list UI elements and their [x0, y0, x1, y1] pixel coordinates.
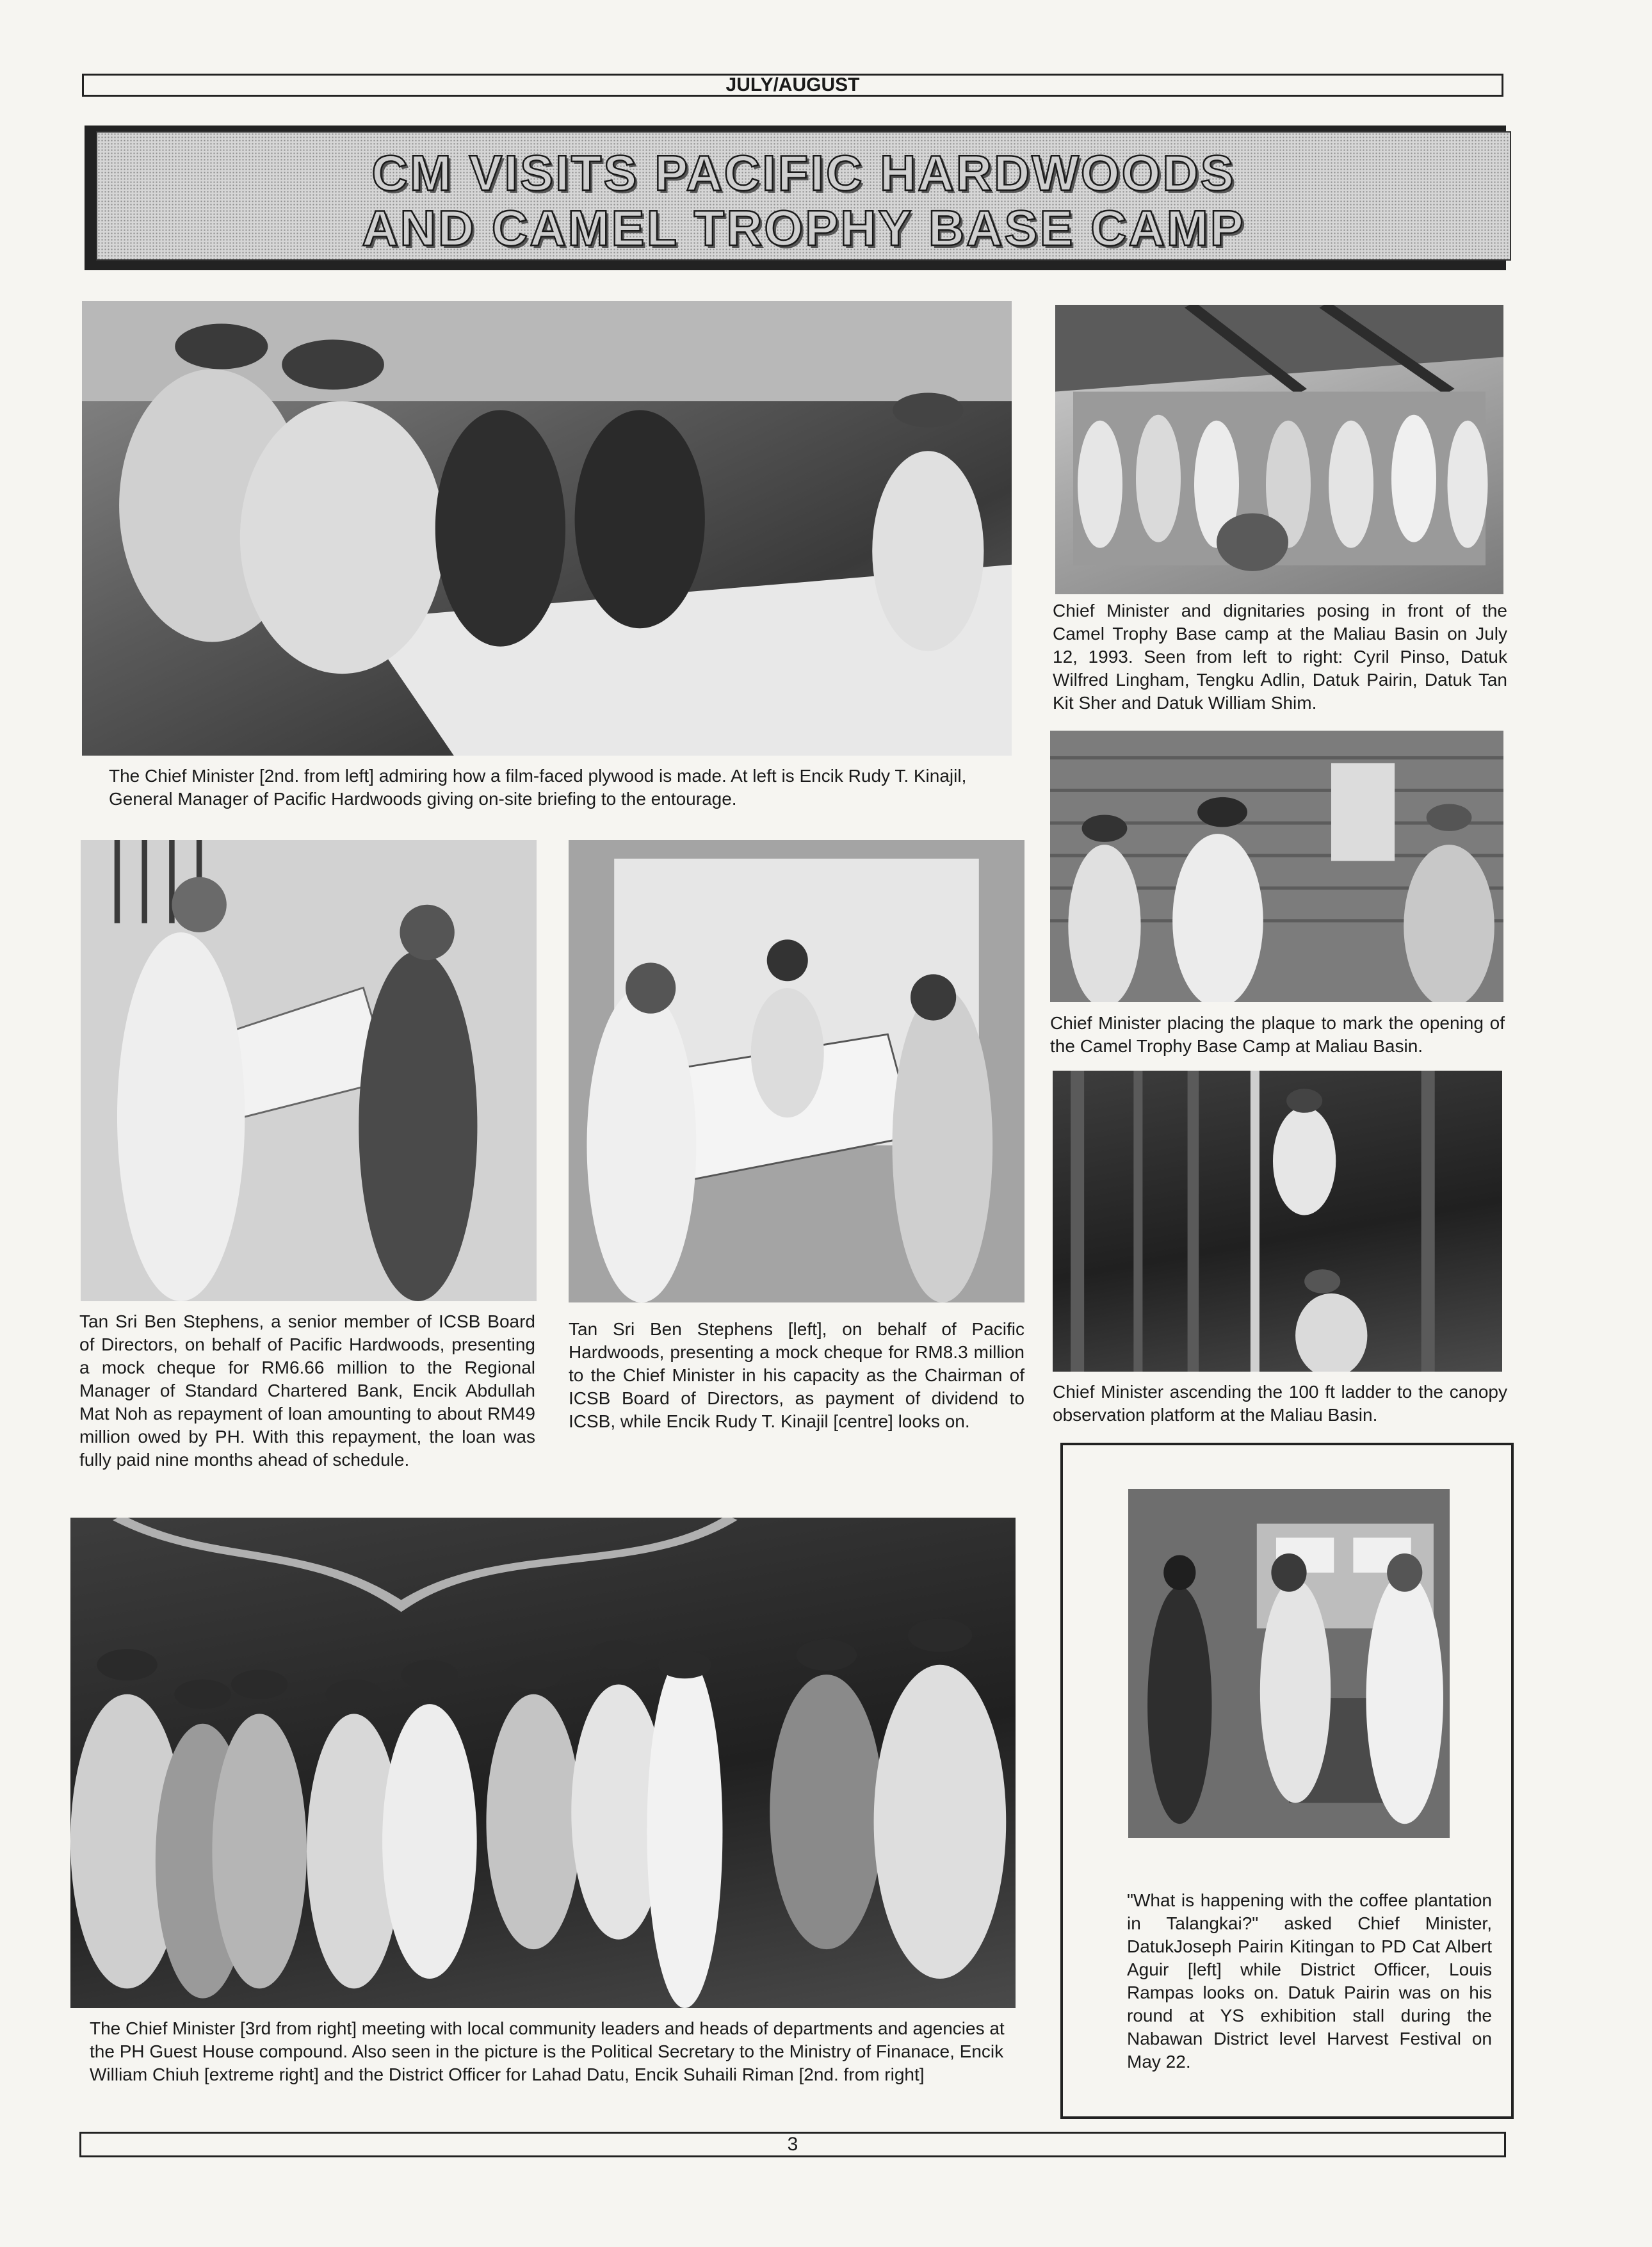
caption-community-meeting: The Chief Minister [3rd from right] meeting with local community leaders and heads of departments and agencies at the PH Guest House compound. Also seen in the picture is the Political Secretary to the Ministry of Finanace, Encik William Chiuh [extreme right] and the District Officer for Lahad Datu, Encik Suhaili Riman [2nd. from right] — [90, 2018, 1005, 2084]
photo-plywood-inspection — [82, 301, 1012, 756]
title-line-1: CM VISITS PACIFIC HARDWOODS — [371, 145, 1236, 201]
photo-cheque-presentation-bank — [81, 840, 537, 1301]
photo-cheque-presentation-cm — [569, 840, 1024, 1302]
issue-header — [82, 74, 1503, 97]
caption-cheque-presentation-bank: Tan Sri Ben Stephens, a senior member of ICSB Board of Directors, on behalf of Pacific Hardwoods, presenting a mock cheque for RM6.66 million to the Regional Manager of Standard Chartered Bank, Encik Abdullah Mat Noh as repayment of loan amounting to about RM49 million owed by PH. With this repayment, the loan was fully paid nine months ahead of schedule. — [79, 1311, 535, 1470]
page-footer — [79, 2132, 1506, 2157]
caption-canopy-ladder: Chief Minister ascending the 100 ft ladder to the canopy observation platform at the Maliau Basin. — [1053, 1382, 1507, 1425]
photo-placing-plaque — [1050, 731, 1503, 1002]
caption-plywood-inspection: The Chief Minister [2nd. from left] admiring how a film-faced plywood is made. At left is Encik Rudy T. Kinajil, General Manager of Pacific Hardwoods giving on-site briefing to the entourage. — [109, 766, 967, 809]
caption-base-camp-group: Chief Minister and dignitaries posing in front of the Camel Trophy Base camp at the Maliau Basin on July 12, 1993. Seen from left to right: Cyril Pinso, Datuk Wilfred Lingham, Tengku Adlin, Datuk Pairin, Datuk Tan Kit Sher and Datuk William Shim. — [1053, 601, 1507, 713]
photo-community-meeting — [70, 1518, 1016, 2008]
photo-canopy-ladder — [1053, 1071, 1502, 1372]
caption-placing-plaque: Chief Minister placing the plaque to mark the opening of the Camel Trophy Base Camp at Maliau Basin. — [1050, 1013, 1505, 1056]
title-banner — [96, 131, 1511, 261]
photo-exhibition-stall — [1128, 1489, 1450, 1838]
photo-base-camp-group — [1055, 305, 1503, 594]
caption-exhibition-stall: "What is happening with the coffee plantation in Talangkai?" asked Chief Minister, DatukJoseph Pairin Kitingan to PD Cat Albert Aguir [left] while District Officer, Louis Rampas looks on. Datuk Pairin was on his round at YS exhibition stall during the Nabawan District level Harvest Festival on May 22. — [1127, 1890, 1492, 2072]
issue-label: JULY/AUGUST — [725, 74, 860, 95]
caption-cheque-presentation-cm: Tan Sri Ben Stephens [left], on behalf of Pacific Hardwoods, presenting a mock cheque for RM8.3 million to the Chief Minister in his capacity as the Chairman of ICSB Board of Directors, as payment of dividend to ICSB, while Encik Rudy T. Kinajil [centre] looks on. — [569, 1319, 1024, 1431]
title-line-2: AND CAMEL TROPHY BASE CAMP — [362, 200, 1245, 256]
page-number: 3 — [787, 2134, 798, 2155]
